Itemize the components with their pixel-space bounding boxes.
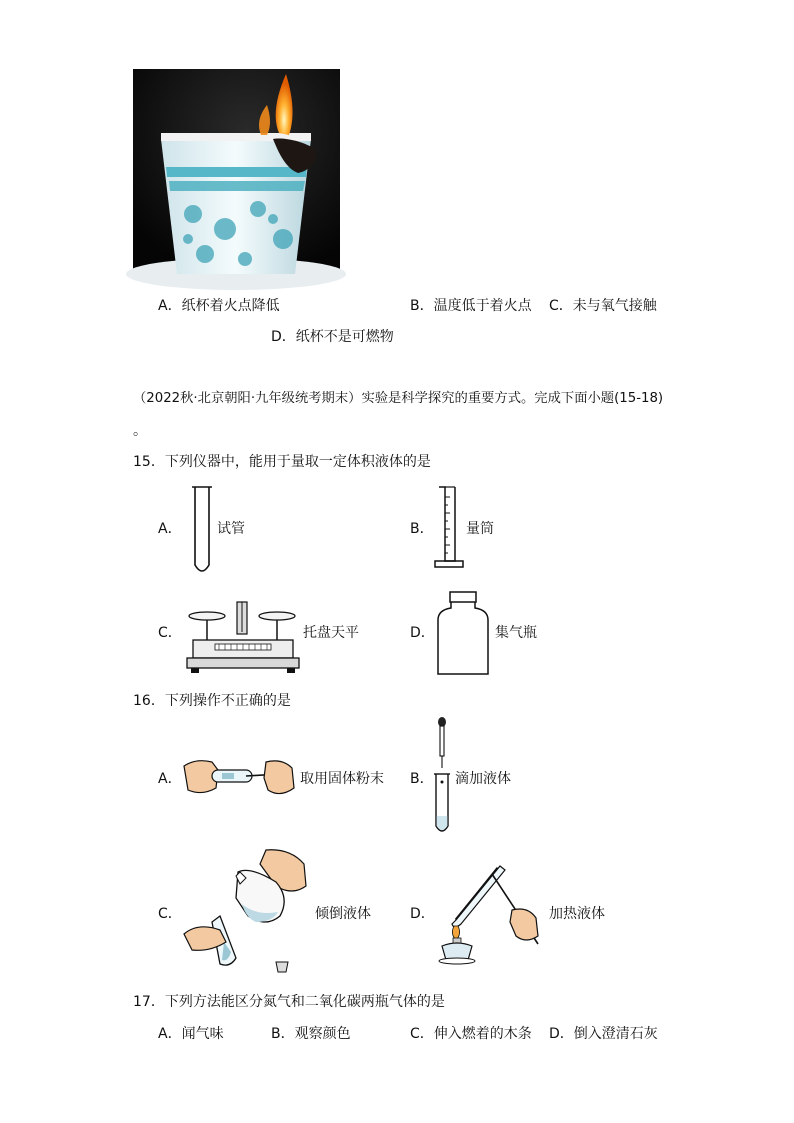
q16-option-d-label: 加热液体: [549, 906, 605, 922]
q14-option-a: A．纸杯着火点降低: [158, 298, 280, 314]
test-tube-icon: [190, 485, 214, 577]
q16-option-c-letter: C．: [158, 906, 182, 922]
q14-option-c: C．未与氧气接触: [549, 298, 657, 314]
q15-option-c-label: 托盘天平: [303, 625, 359, 641]
q14-option-b: B．温度低于着火点: [410, 298, 532, 314]
graduated-cylinder-icon: [433, 483, 465, 571]
q16-stem: 16．下列操作不正确的是: [133, 693, 291, 709]
q16-option-a-letter: A．: [158, 771, 182, 787]
section-intro-end: 。: [133, 423, 147, 439]
q16-option-b-label: 滴加液体: [455, 771, 511, 787]
q14-option-d: D．纸杯不是可燃物: [271, 329, 394, 345]
q15-option-b-letter: B．: [410, 521, 434, 537]
balance-scale-icon: [185, 600, 301, 676]
q15-option-a-letter: A．: [158, 521, 182, 537]
q15-stem: 15．下列仪器中，能用于量取一定体积液体的是: [133, 454, 431, 470]
heating-test-tube-icon: [432, 860, 544, 966]
q17-option-d: D．倒入澄清石灰: [549, 1026, 658, 1042]
dropper-test-tube-icon: [432, 716, 452, 836]
q17-option-b: B．观察颜色: [271, 1026, 351, 1042]
q15-option-b-label: 量筒: [466, 521, 494, 537]
q16-option-b-letter: B．: [410, 771, 434, 787]
q16-option-d-letter: D．: [410, 906, 435, 922]
q15-option-d-label: 集气瓶: [495, 625, 537, 641]
burning-paper-cup-photo: [133, 69, 340, 279]
section-intro: （2022秋·北京朝阳·九年级统考期末）实验是科学探究的重要方式。完成下面小题(15-18): [133, 391, 664, 406]
q16-option-a-label: 取用固体粉末: [300, 771, 384, 787]
q17-option-a: A．闻气味: [158, 1026, 224, 1042]
pouring-liquid-hands-icon: [180, 846, 312, 974]
gas-collecting-bottle-icon: [434, 590, 492, 678]
q15-option-d-letter: D．: [410, 625, 435, 641]
q15-option-a-label: 试管: [217, 521, 245, 537]
powder-scoop-hands-icon: [182, 752, 296, 802]
q17-stem: 17．下列方法能区分氮气和二氧化碳两瓶气体的是: [133, 994, 445, 1010]
q15-option-c-letter: C．: [158, 625, 182, 641]
q16-option-c-label: 倾倒液体: [315, 906, 371, 922]
q17-option-c: C．伸入燃着的木条: [410, 1026, 532, 1042]
